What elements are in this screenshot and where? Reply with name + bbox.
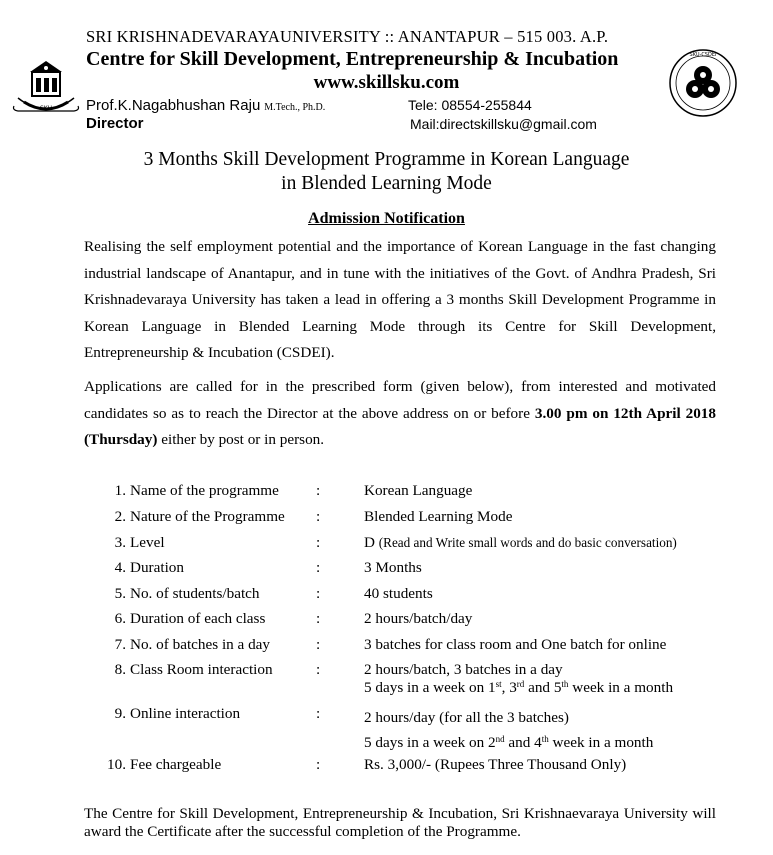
admission-notification-heading: Admission Notification bbox=[308, 210, 465, 227]
list-item bbox=[100, 508, 740, 530]
item-colon: : bbox=[316, 585, 321, 602]
item-number: 3. bbox=[114, 534, 126, 551]
svg-text:SKU: SKU bbox=[40, 105, 52, 112]
list-item bbox=[100, 610, 740, 632]
closing-paragraph: The Centre for Skill Development, Entrepreneurship & Incubation, Sri Krishnaevaraya University will award the Certificate after the successful completion of the Programme. bbox=[84, 805, 716, 840]
item-number: 6. bbox=[114, 610, 126, 627]
list-item bbox=[100, 482, 740, 504]
item-value: 3 batches for class room and One batch for online bbox=[364, 636, 667, 653]
item-value: Rs. 3,000/- (Rupees Three Thousand Only) bbox=[364, 756, 627, 773]
website-link[interactable]: www.skillsku.com bbox=[313, 72, 460, 93]
item-number: 1. bbox=[114, 482, 126, 499]
director-name bbox=[86, 97, 325, 114]
item-value: 2 hours/batch/day bbox=[364, 610, 473, 627]
list-item bbox=[100, 636, 740, 658]
email-address[interactable]: Mail:directskillsku@gmail.com bbox=[410, 116, 597, 132]
intro-paragraph: Realising the self employment potential and the importance of Korean Language in the fast changing industrial landscape of Anantapur, and in tune with the initiatives of the Govt. of Andhra Pradesh, Sri Krishnadevaraya University has taken a lead in offering a 3 months Skill Development Programme in Korean Language in Blended Learning Mode through its Centre for Skill Development, Entrepreneurship & Incubation (CSDEI). bbox=[84, 238, 716, 361]
svg-text:SKU-CSDEI: SKU-CSDEI bbox=[689, 52, 717, 58]
item-number: 10. bbox=[107, 756, 126, 773]
list-item bbox=[100, 661, 740, 701]
item-colon: : bbox=[316, 534, 321, 551]
item-value-line1: 2 hours/batch, 3 batches in a day bbox=[364, 661, 563, 678]
item-number: 9. bbox=[114, 705, 126, 722]
item-number: 8. bbox=[114, 661, 126, 678]
letterhead bbox=[0, 0, 773, 140]
item-value-line2: 5 days in a week on 2nd and 4th week in a month bbox=[364, 734, 654, 751]
item-value-line2: 5 days in a week on 1st, 3rd and 5th week in a month bbox=[364, 679, 674, 696]
programme-title-line1: 3 Months Skill Development Programme in Korean Language bbox=[143, 149, 630, 170]
item-colon: : bbox=[316, 508, 321, 525]
list-item bbox=[100, 559, 740, 581]
application-text: Applications are called for in the prescribed form (given below), from interested and motivated candidates so as to reach the Director at the above address on or before bbox=[84, 378, 716, 422]
item-value bbox=[364, 661, 673, 697]
item-number: 4. bbox=[114, 559, 126, 576]
list-item bbox=[100, 756, 740, 778]
item-label: No. of batches in a day bbox=[130, 636, 271, 653]
application-tail: either by post or in person. bbox=[161, 431, 325, 448]
csdei-logo-icon bbox=[668, 48, 738, 118]
centre-name: Centre for Skill Development, Entrepreneurship & Incubation bbox=[86, 48, 619, 70]
item-colon: : bbox=[316, 636, 321, 653]
item-value: 3 Months bbox=[364, 559, 422, 576]
item-colon: : bbox=[316, 661, 321, 678]
director-degree: M.Tech., Ph.D. bbox=[264, 102, 326, 113]
level-value: D bbox=[364, 534, 375, 551]
item-colon: : bbox=[316, 705, 321, 722]
programme-title bbox=[0, 148, 773, 196]
application-deadline: 3.00 pm on 12th April 2018 (Thursday) bbox=[84, 404, 716, 448]
level-note: (Read and Write small words and do basic conversation) bbox=[378, 535, 677, 550]
list-item bbox=[100, 534, 740, 556]
item-value: Korean Language bbox=[364, 482, 473, 499]
item-label: Name of the programme bbox=[130, 482, 279, 499]
item-label: Fee chargeable bbox=[130, 756, 222, 773]
item-label: Online interaction bbox=[130, 705, 241, 722]
item-colon: : bbox=[316, 756, 321, 773]
item-label: Duration bbox=[130, 559, 184, 576]
item-label: No. of students/batch bbox=[130, 585, 260, 602]
item-value: Blended Learning Mode bbox=[364, 508, 513, 525]
application-paragraph bbox=[84, 374, 716, 454]
telephone: Tele: 08554-255844 bbox=[408, 97, 532, 113]
item-colon: : bbox=[316, 610, 321, 627]
director-title: Director bbox=[86, 115, 144, 132]
item-value bbox=[364, 705, 653, 755]
list-item bbox=[100, 585, 740, 607]
item-label: Level bbox=[130, 534, 165, 551]
programme-title-line2: in Blended Learning Mode bbox=[281, 173, 492, 194]
item-value-line1: 2 hours/day (for all the 3 batches) bbox=[364, 709, 569, 726]
item-label: Nature of the Programme bbox=[130, 508, 285, 525]
item-colon: : bbox=[316, 559, 321, 576]
item-value bbox=[364, 534, 677, 552]
university-name: SRI KRISHNADEVARAYAUNIVERSITY :: ANANTAPUR – 515 003. A.P. bbox=[86, 27, 609, 46]
item-value: 40 students bbox=[364, 585, 433, 602]
item-colon: : bbox=[316, 482, 321, 499]
director-name-text: Prof.K.Nagabhushan Raju bbox=[86, 97, 261, 114]
item-label: Class Room interaction bbox=[130, 661, 273, 678]
list-item bbox=[100, 705, 740, 751]
item-label: Duration of each class bbox=[130, 610, 266, 627]
item-number: 7. bbox=[114, 636, 126, 653]
item-number: 2. bbox=[114, 508, 126, 525]
item-number: 5. bbox=[114, 585, 126, 602]
